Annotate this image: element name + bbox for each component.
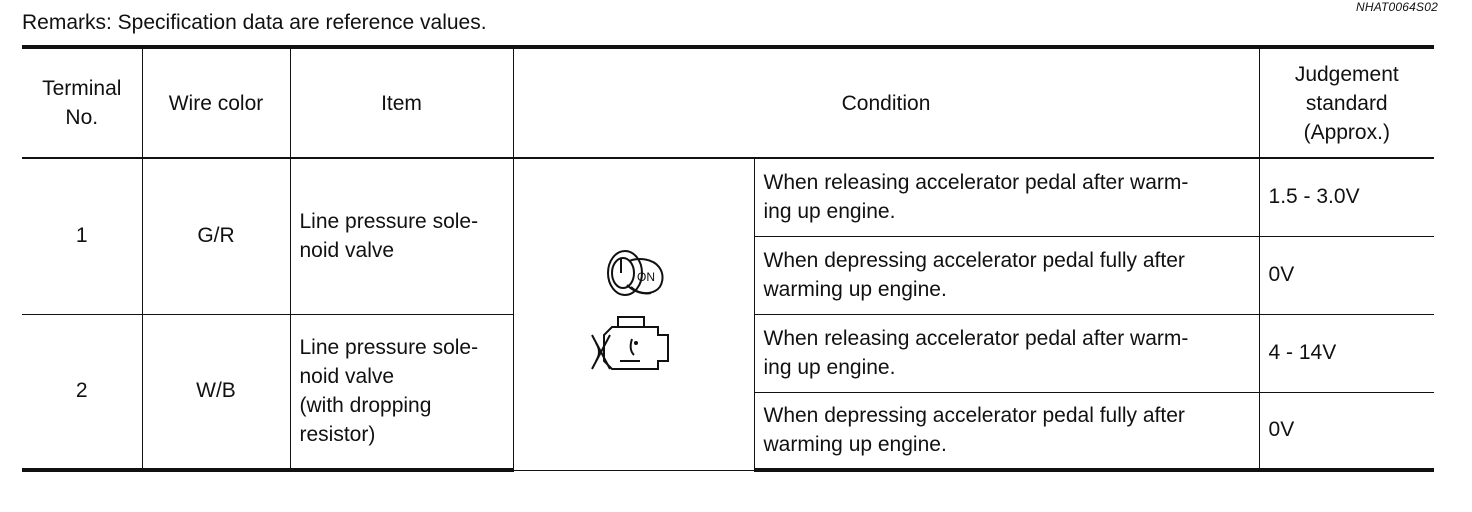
condition-icons (513, 158, 754, 470)
condition-text: When depressing accelerator pedal fully after warming up engine. (754, 392, 1259, 470)
ignition-key-on-icon (599, 245, 669, 305)
table-row (22, 158, 1434, 236)
terminal-number: 2 (22, 314, 142, 470)
item-description: Line pressure sole- noid valve (with dropping resistor) (290, 314, 513, 470)
condition-text: When releasing accelerator pedal after warm- ing up engine. (754, 314, 1259, 392)
judgement-value: 4 - 14V (1259, 314, 1434, 392)
terminal-spec-table (22, 45, 1434, 472)
header-terminal-no: Terminal No. (22, 47, 142, 158)
header-item: Item (290, 47, 513, 158)
engine-running-icon (586, 313, 682, 383)
judgement-value: 1.5 - 3.0V (1259, 158, 1434, 236)
document-reference-code: NHAT0064S02 (1355, 0, 1438, 14)
judgement-value: 0V (1259, 236, 1434, 314)
item-description: Line pressure sole- noid valve (290, 158, 513, 314)
wire-color: W/B (142, 314, 290, 470)
condition-text: When releasing accelerator pedal after warm- ing up engine. (754, 158, 1259, 236)
condition-text: When depressing accelerator pedal fully after warming up engine. (754, 236, 1259, 314)
terminal-number: 1 (22, 158, 142, 314)
header-wire-color: Wire color (142, 47, 290, 158)
ignition-key-label: ON (636, 270, 655, 285)
header-judgement-standard: Judgement standard (Approx.) (1259, 47, 1434, 158)
header-condition: Condition (513, 47, 1259, 158)
remarks-text: Remarks: Specification data are reference values. (22, 11, 487, 34)
table-header-row (22, 47, 1434, 158)
judgement-value: 0V (1259, 392, 1434, 470)
wire-color: G/R (142, 158, 290, 314)
